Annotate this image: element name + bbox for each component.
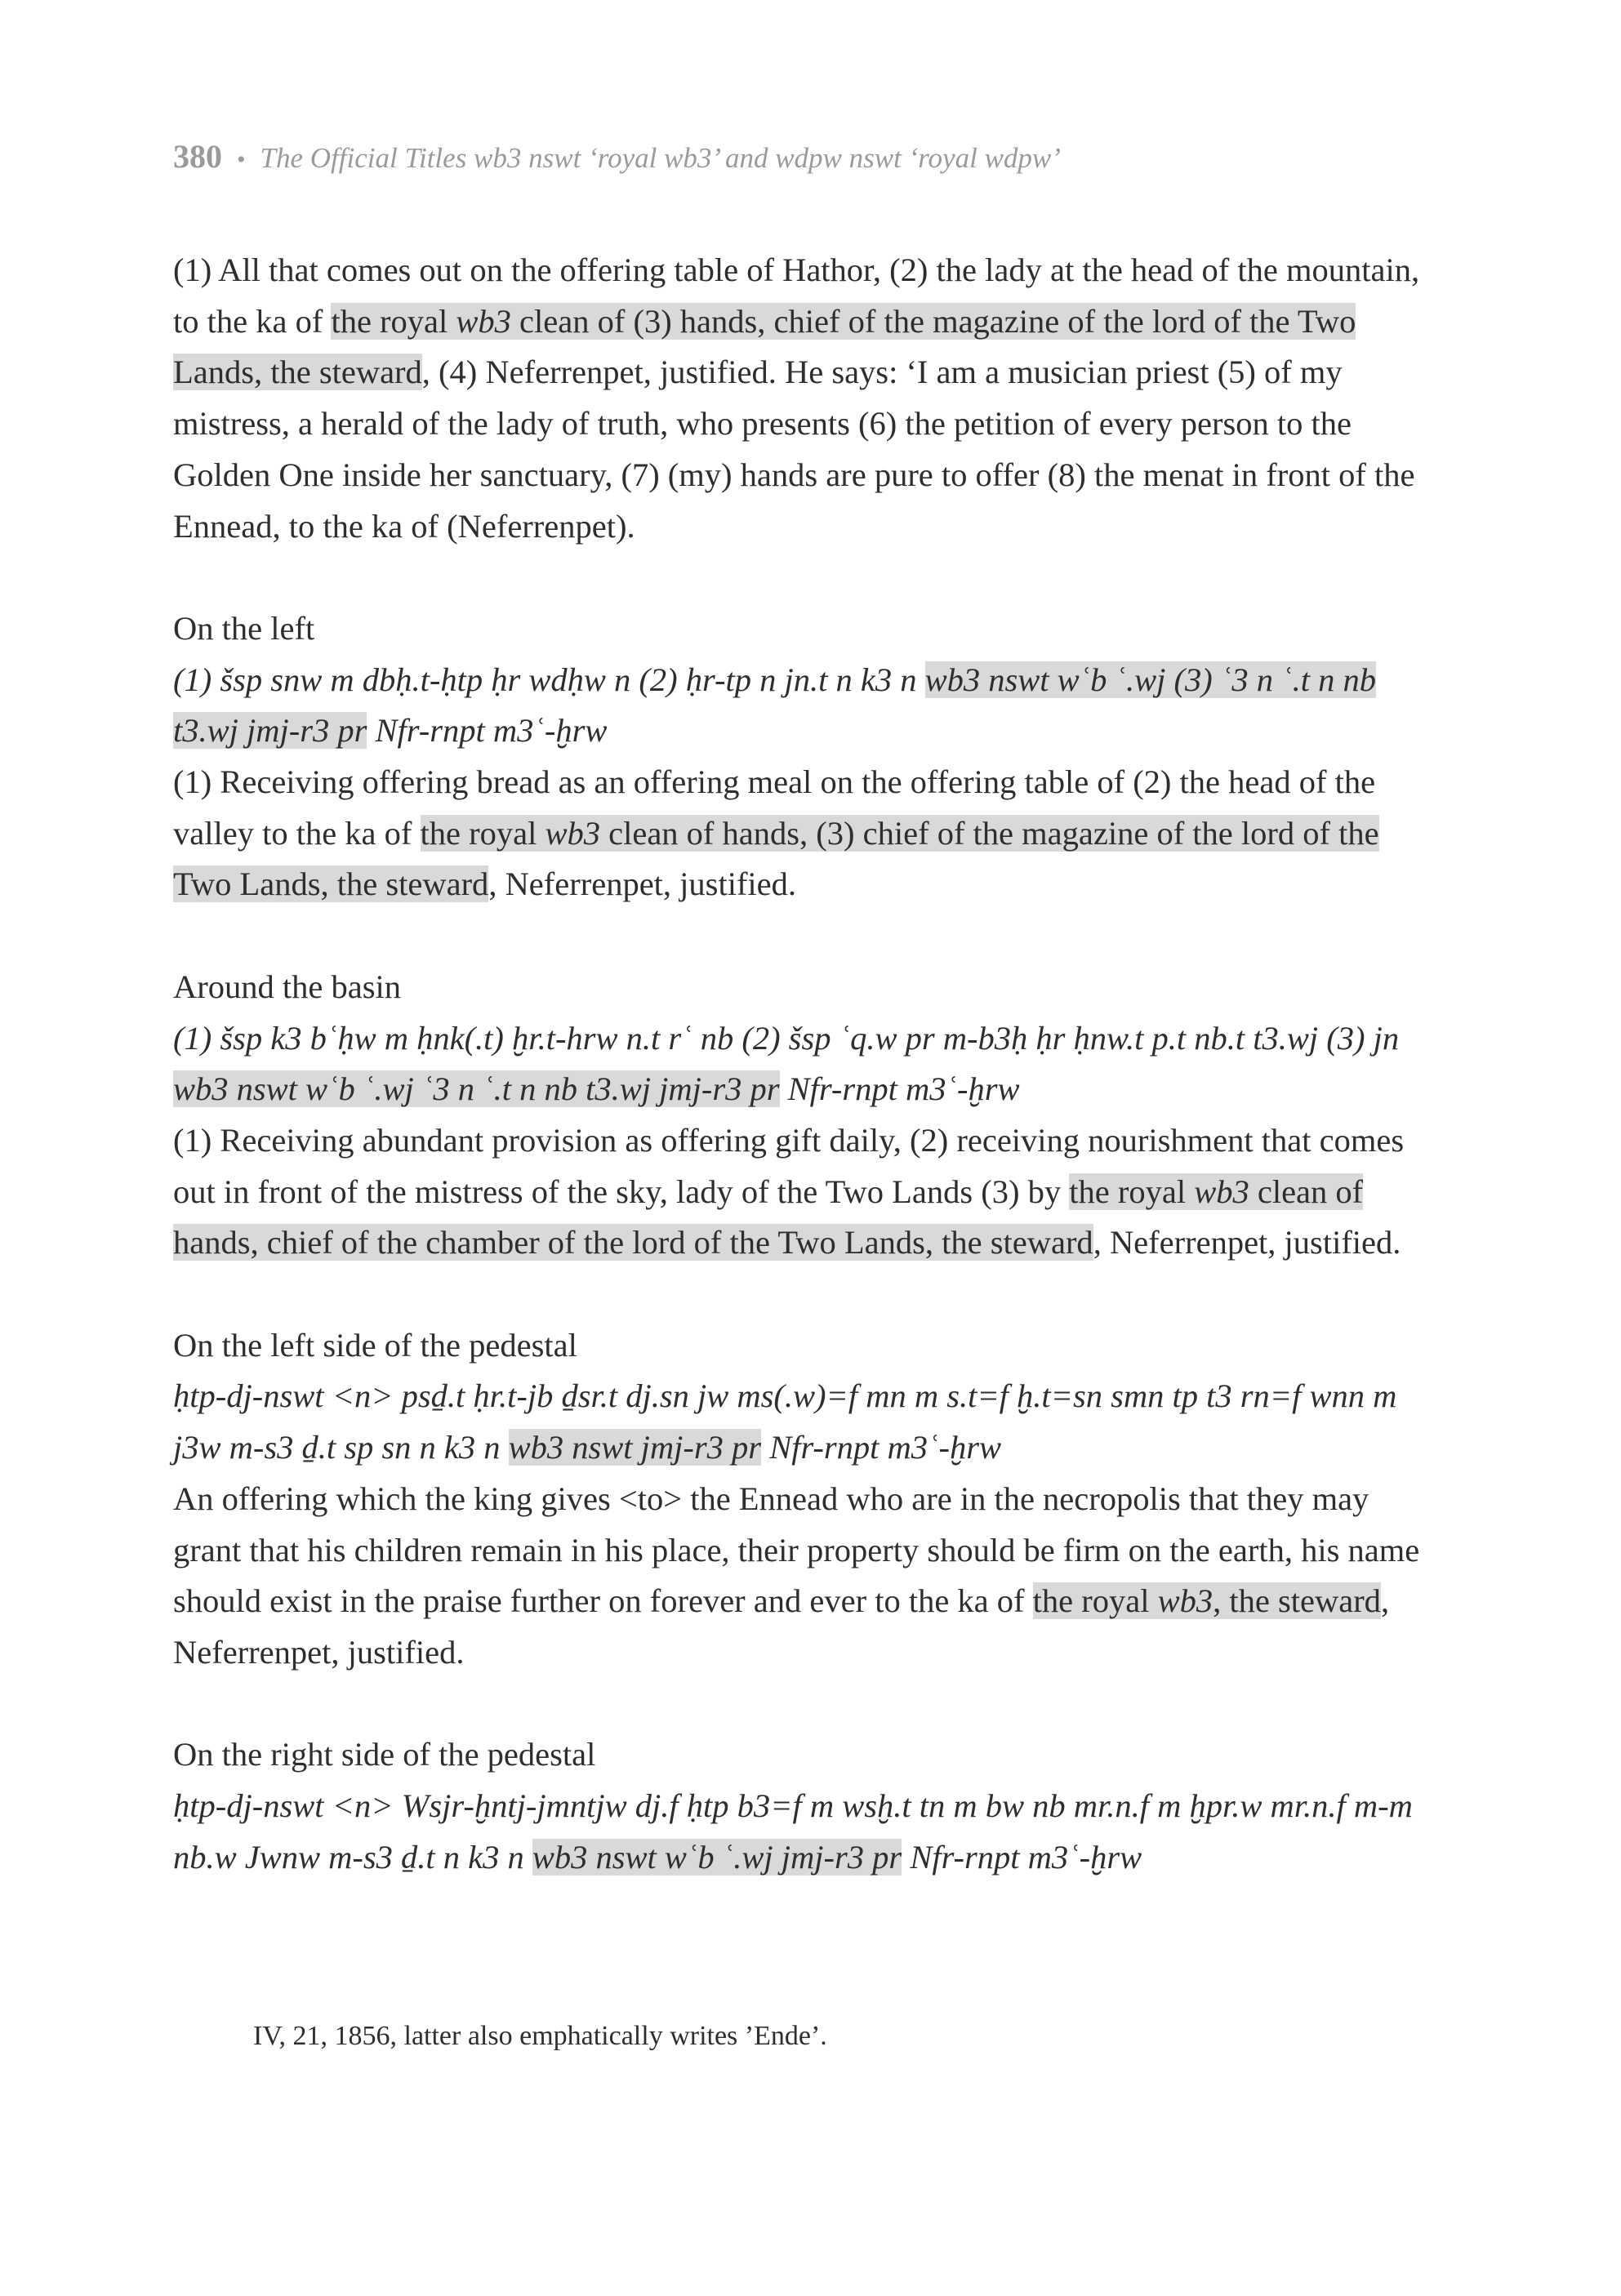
text-run: the royal bbox=[331, 302, 456, 340]
header-separator: • bbox=[237, 146, 246, 173]
text-run: , Neferrenpet, justified. bbox=[173, 1582, 1390, 1671]
text-run: , Neferrenpet, justified. bbox=[488, 865, 797, 903]
translation bbox=[173, 757, 1445, 910]
section-heading: Around the basin bbox=[173, 968, 401, 1005]
text-run: , the steward bbox=[1213, 1582, 1381, 1620]
section-heading: On the left bbox=[173, 609, 315, 647]
intro-translation bbox=[173, 245, 1445, 552]
text-run: ḥtp-dj-nswt <n> psḏ.t ḥr.t-jb ḏsr.t dj.sn jw ms(.w)=f mn m s.t=f ḫ.t=sn smn tp t3 rn=f wnn m j3w m-s3 ḏ.t sp sn n k3 n bbox=[173, 1377, 1397, 1466]
title-term: wb3 bbox=[456, 302, 511, 340]
text-run: An offering which the king gives <to> the Ennead who are in the necropolis that they may grant that his children remain in his place, their property should be firm on the earth, his name should exist in the praise further on forever and ever to the ka of bbox=[173, 1479, 1420, 1620]
text-run: (1) šsp k3 bʿḥw m ḥnk(.t) ḫr.t-hrw n.t rʿ nb (2) šsp ʿq.w pr m-b3ḥ ḥr ḥnw.t p.t nb.t t3.wj (3) jn bbox=[173, 1019, 1400, 1057]
running-header bbox=[173, 137, 1061, 183]
translation bbox=[173, 1474, 1445, 1679]
text-run: clean of (3) hands, chief of the magazine of the lord of the Two Lands, the steward bbox=[173, 302, 1356, 391]
transliteration bbox=[173, 1781, 1445, 1883]
running-title: The Official Titles wb3 nswt ‘royal wb3’ and wdpw nswt ‘royal wdpw’ bbox=[260, 142, 1061, 174]
text-run: , (4) Neferrenpet, justified. He says: ‘I am a musician priest (5) of my mistress, a herald of the lady of truth, who presents (6) the petition of every person to the Golden One inside her sanctuary, (7) (my) hands are pure to offer (8) the menat in front of the Ennead, to the ka of (Neferrenpet). bbox=[173, 354, 1415, 545]
footnote: IV, 21, 1856, latter also emphatically writes ’Ende’. bbox=[253, 2021, 827, 2051]
section-heading: On the right side of the pedestal bbox=[173, 1736, 596, 1773]
text-run: (1) Receiving abundant provision as offering gift daily, (2) receiving nourishment that comes out in front of the mistress of the sky, lady of the Two Lands (3) by bbox=[173, 1121, 1405, 1210]
highlighted-title: wb3 nswt wʿb ʿ.wj ʿ3 n ʿ.t n nb t3.wj jmj-r3 pr bbox=[173, 1070, 780, 1108]
section-heading: On the left side of the pedestal bbox=[173, 1326, 577, 1364]
section-gap bbox=[173, 1679, 1445, 1730]
text-run: (1) All that comes out on the offering table of Hathor, (2) the lady at the head of the mountain, to the ka of bbox=[173, 251, 1420, 340]
highlighted-title: wb3 nswt jmj-r3 pr bbox=[508, 1429, 762, 1466]
text-run: clean of hands, chief of the chamber of the lord of the Two Lands, the steward bbox=[173, 1172, 1364, 1261]
text-run: Nfr-rnpt m3ʿ-ḫrw bbox=[779, 1070, 1020, 1108]
transliteration bbox=[173, 655, 1445, 757]
highlighted-title: wb3 nswt wʿb ʿ.wj (3) ʿ3 n ʿ.t n nb t3.wj jmj-r3 pr bbox=[173, 661, 1376, 750]
title-term: wb3 bbox=[1194, 1172, 1249, 1210]
title-term: wb3 bbox=[545, 814, 600, 852]
translation bbox=[173, 1115, 1445, 1269]
text-run: (1) šsp snw m dbḥ.t-ḥtp ḥr wdḥw n (2) ḥr-tp n jn.t n k3 n bbox=[173, 661, 925, 698]
section-gap bbox=[173, 910, 1445, 962]
main-text bbox=[173, 245, 1445, 1883]
text-run: Nfr-rnpt m3ʿ-ḫrw bbox=[367, 712, 608, 750]
transliteration bbox=[173, 1013, 1445, 1115]
highlighted-title: wb3 nswt wʿb ʿ.wj jmj-r3 pr bbox=[532, 1838, 902, 1876]
text-run: (1) Receiving offering bread as an offering meal on the offering table of (2) the head of the valley to the ka of bbox=[173, 763, 1376, 852]
section-gap bbox=[173, 1269, 1445, 1320]
highlighted-title bbox=[1033, 1582, 1381, 1619]
text-run: the royal bbox=[420, 814, 546, 852]
text-run: Nfr-rnpt m3ʿ-ḫrw bbox=[761, 1429, 1002, 1466]
transliteration bbox=[173, 1371, 1445, 1473]
page-number: 380 bbox=[173, 138, 222, 175]
text-run: clean of hands, (3) chief of the magazine of the lord of the Two Lands, the steward bbox=[173, 814, 1379, 903]
text-run: , Neferrenpet, justified. bbox=[1093, 1224, 1401, 1261]
text-run: Nfr-rnpt m3ʿ-ḫrw bbox=[902, 1838, 1142, 1876]
text-run: the royal bbox=[1032, 1582, 1158, 1620]
title-term: wb3 bbox=[1157, 1582, 1214, 1620]
text-run: the royal bbox=[1069, 1172, 1195, 1210]
text-run: ḥtp-dj-nswt <n> Wsjr-ḫntj-jmntjw dj.f ḥtp b3=f m wsḫ.t tn m bw nb mr.n.f m ḫpr.w mr.n.f m-m nb.w Jwnw m-s3 ḏ.t n k3 n bbox=[173, 1787, 1413, 1876]
section-gap bbox=[173, 552, 1445, 603]
